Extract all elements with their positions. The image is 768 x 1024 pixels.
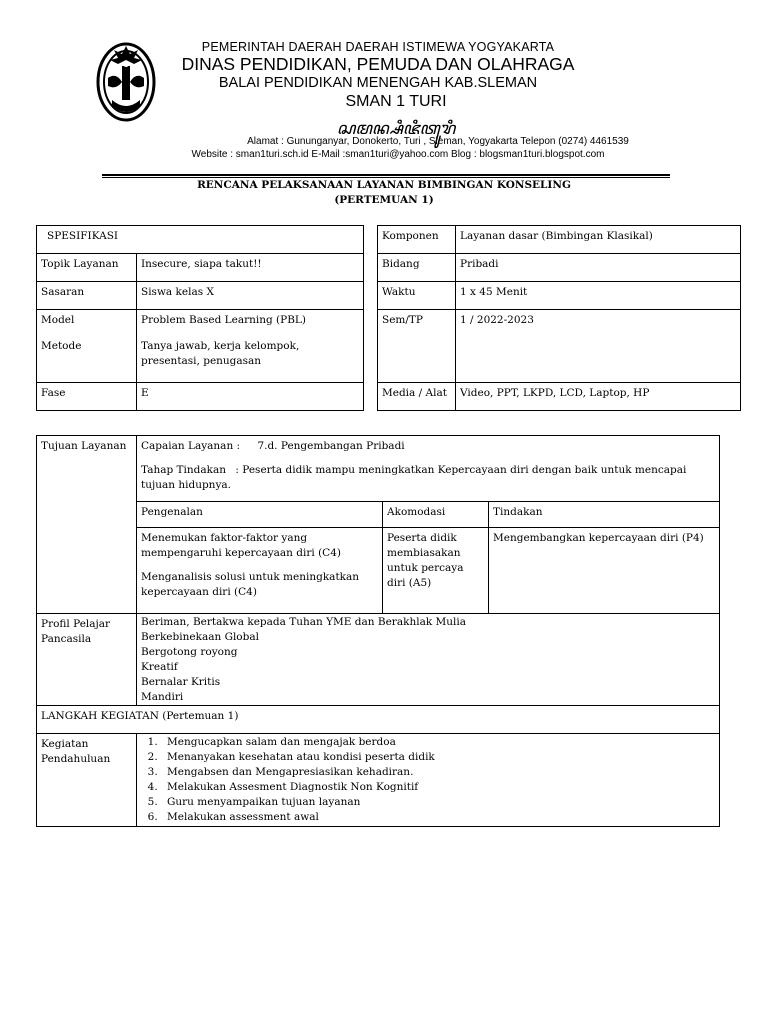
model-metode-label-cell (37, 310, 137, 383)
waktu-value: 1 x 45 Menit (456, 282, 741, 310)
letterhead-address: Alamat : Gununganyar, Donokerto, Turi , Sleman, Yogyakarta Telepon (0274) 4461539 (247, 136, 629, 147)
model-label: Model (41, 314, 75, 326)
pengenalan-cell (137, 528, 383, 614)
capaian-line (141, 439, 715, 454)
akomodasi-item-1: Peserta didik membiasakan untuk percaya diri (A5) (387, 532, 464, 589)
profil-item: Beriman, Bertakwa kepada Tuhan YME dan Berakhlak Mulia (141, 616, 467, 628)
profil-label: Profil Pelajar Pancasila (37, 614, 137, 706)
langkah-kegiatan-header: LANGKAH KEGIATAN (Pertemuan 1) (37, 706, 720, 734)
col-akomodasi: Akomodasi (383, 502, 489, 528)
tahap-value: : Peserta didik mampu meningkatkan Kepercayaan diri dengan baik untuk mencapai tujuan hidupnya. (141, 464, 687, 491)
model-metode-value-cell (137, 310, 364, 383)
letterhead-school-name: SMAN 1 TURI (345, 93, 447, 110)
kegiatan-steps-list (141, 735, 715, 825)
pengenalan-item-1: Menemukan faktor-faktor yang mempengaruhi kepercayaan diri (C4) (141, 532, 341, 559)
kegiatan-step: 4. Melakukan Assesment Diagnostik Non Kognitif (161, 780, 715, 795)
letterhead-rule (102, 174, 670, 176)
fase-label: Fase (37, 383, 137, 411)
metode-label: Metode (41, 340, 82, 352)
media-value: Video, PPT, LKPD, LCD, Laptop, HP (456, 383, 741, 411)
tahap-label: Tahap Tindakan (141, 464, 227, 476)
letterhead-office: BALAI PENDIDIKAN MENENGAH KAB.SLEMAN (218, 75, 538, 91)
profil-content (137, 614, 720, 706)
document-title: RENCANA PELAKSANAAN LAYANAN BIMBINGAN KONSELING (197, 179, 571, 191)
pengenalan-item-2: Menganalisis solusi untuk meningkatkan kepercayaan diri (C4) (141, 571, 360, 598)
kegiatan-step: 2. Menanyakan kesehatan atau kondisi peserta didik (161, 750, 715, 765)
tindakan-cell (489, 528, 720, 614)
document-subtitle: (PERTEMUAN 1) (334, 194, 434, 206)
col-pengenalan: Pengenalan (137, 502, 383, 528)
sasaran-label: Sasaran (37, 282, 137, 310)
topik-value: Insecure, siapa takut!! (137, 254, 364, 282)
tujuan-label: Tujuan Layanan (37, 436, 137, 614)
tujuan-content-cell (137, 436, 720, 502)
kegiatan-content (137, 734, 720, 827)
letterhead (88, 36, 668, 176)
tahap-line (141, 463, 715, 493)
specification-table (36, 225, 364, 411)
bidang-label: Bidang (378, 254, 456, 282)
tindakan-item-1: Mengembangkan kepercayaan diri (P4) (493, 532, 704, 544)
waktu-label: Waktu (378, 282, 456, 310)
kegiatan-step: 3. Mengabsen dan Mengapresiasikan kehadiran. (161, 765, 715, 780)
bidang-value: Pribadi (456, 254, 741, 282)
fase-value: E (137, 383, 364, 411)
akomodasi-cell (383, 528, 489, 614)
capaian-label: Capaian Layanan : (141, 440, 241, 452)
profil-item: Bernalar Kritis (141, 676, 221, 688)
letterhead-department: DINAS PENDIDIKAN, PEMUDA DAN OLAHRAGA (181, 54, 575, 74)
capaian-value: 7.d. Pengembangan Pribadi (257, 440, 405, 452)
spec-header: SPESIFIKASI (37, 226, 364, 254)
letterhead-rule-thin (102, 177, 670, 178)
profil-item: Bergotong royong (141, 646, 238, 658)
col-tindakan: Tindakan (489, 502, 720, 528)
semtp-value: 1 / 2022-2023 (456, 310, 741, 383)
profil-item: Kreatif (141, 661, 178, 673)
letterhead-contacts: Website : sman1turi.sch.id E-Mail :sman1turi@yahoo.com Blog : blogsman1turi.blogspot.com (191, 149, 605, 160)
service-plan-table (36, 435, 720, 827)
kegiatan-step: 1. Mengucapkan salam dan mengajak berdoa (161, 735, 715, 750)
letterhead-javanese-script: ꦱꦩꦤ꧀ꦱꦶꦗꦶꦠꦸꦫꦶ (336, 119, 456, 139)
media-label: Media / Alat (378, 383, 456, 411)
sasaran-value: Siswa kelas X (137, 282, 364, 310)
profil-item: Berkebinekaan Global (141, 631, 259, 643)
semtp-label: Sem/TP (378, 310, 456, 383)
kegiatan-step: 5. Guru menyampaikan tujuan layanan (161, 795, 715, 810)
kegiatan-step: 6. Melakukan assessment awal (161, 810, 715, 825)
topik-label: Topik Layanan (37, 254, 137, 282)
profil-item: Mandiri (141, 691, 184, 703)
metode-value: Tanya jawab, kerja kelompok, presentasi, penugasan (141, 340, 300, 367)
komponen-label: Komponen (378, 226, 456, 254)
komponen-value: Layanan dasar (Bimbingan Klasikal) (456, 226, 741, 254)
specification-details-table (377, 225, 741, 411)
kegiatan-label: Kegiatan Pendahuluan (37, 734, 137, 827)
letterhead-government: PEMERINTAH DAERAH DAERAH ISTIMEWA YOGYAKARTA (201, 40, 555, 54)
model-value: Problem Based Learning (PBL) (141, 314, 306, 326)
